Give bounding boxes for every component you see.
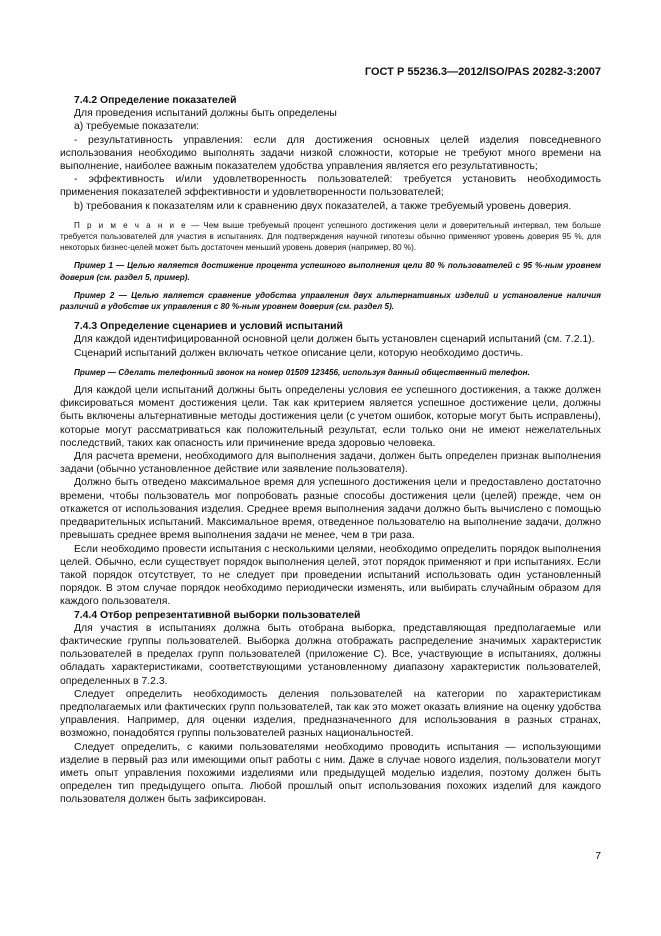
- list-item: а) требуемые показатели:: [74, 121, 200, 133]
- paragraph: Должно быть отведено максимальное время для успешного достижения цели и предоставлено достаточно времени, чтобы пользователь мог попробовать разные способы достижения цели (целей) прежде, чем он откажется от использования изделия. Среднее время выполнения задачи должно быть вычислено с помощью предварительных испытаний. Максимальное время, отведенное пользователю на выполнение задачи, должно превышать среднее время выполнения задачи не менее, чем в три раза.: [60, 477, 601, 542]
- paragraph: Для каждой цели испытаний должны быть определены условия ее успешного достижения, а также должен фиксироваться момент достижения цели. Так как критерием является успешное достижение цели, должны быть включены альтернативные методы достижения цели (с учетом ошибок, которые могут быть исправлены), которые могут рассматриваться как положительный результат, если только они не имеют нежелательных последствий, таких как опасность или причинение вреда здоровью человека.: [60, 385, 601, 449]
- example-2: Пример 2 — Целью является сравнение удобства управления двух альтернативных изделий и установление наличия различий в удобстве их управления с 80 %-ным уровнем доверия (см. раздел 5).: [60, 290, 601, 312]
- document-body: [60, 94, 601, 807]
- paragraph: Следует определить, с какими пользователями необходимо проводить испытания — использующими изделие в первый раз или имеющими опыт работы с ним. Даже в случае нового изделия, пользователи могут иметь опыт управления похожими изделиями или предыдущей моделью изделия, поэтому должен быть определен тип предыдущего опыта. Любой прошлый опыт использования похожих изделий для каждого пользователя должен быть зафиксирован.: [60, 741, 601, 806]
- list-item: b) требования к показателям или к сравнению двух показателей, а также требуемый уровень доверия.: [74, 200, 572, 212]
- paragraph: Если необходимо провести испытания с несколькими целями, необходимо определить порядок выполнения целей. Обычно, если существует порядок выполнения целей, этот порядок применяют и при испытаниях. Если такой порядок отсутствует, то не следует при проведении испытаний использовать один установленный порядок. В этом случае порядок необходимо периодически изменять, или выбирать случайным образом для каждого пользователя.: [60, 543, 601, 608]
- paragraph: Для участия в испытаниях должна быть отобрана выборка, представляющая предполагаемые или фактические группы пользователей. Выборка должна отображать распределение значимых характеристик пользователей в пределах групп пользователей (приложение С). Все, участвующие в испытаниях, должны обладать характеристиками, соответствующими установленному диапазону характеристик пользователей, определенных в 7.2.3.: [60, 622, 601, 687]
- note-text: — Чем выше требуемый процент успешного достижения цели и доверительный интервал, тем больше требуется пользователей для участия в испытаниях. Для подтверждения научной гипотезы обычно применяют уровень доверия 95 %, для некоторых бизнес-целей может быть достаточен меньший уровень доверия (например, 80 %).: [60, 220, 601, 253]
- example: Пример — Сделать телефонный звонок на номер 01509 123456, используя данный общественный телефон.: [74, 367, 530, 377]
- list-item: - результативность управления: если для достижения основных целей изделия повседневного использования необходимо выполнять задачи низкой сложности, которые не требуют много времени на выполнение, наиболее важным показателем удобства управления является его результативность;: [60, 134, 601, 173]
- note: [60, 220, 601, 254]
- list-item: - эффективность и/или удовлетворенность пользователей: требуется установить необходимость применения показателей эффективности и удовлетворенности пользователей;: [60, 174, 601, 199]
- paragraph: Для каждой идентифицированной основной цели должен быть установлен сценарий испытаний (см. 7.2.1).: [74, 334, 595, 346]
- paragraph: Следует определить необходимость деления пользователей на категории по характеристикам предполагаемых или фактических групп пользователей, так как это может оказать влияние на оценку удобства управления. Например, для оценки изделия, предназначенного для использования в разных странах, возможно, понадобятся группы пользователей разных национальностей.: [60, 688, 601, 740]
- document-header: ГОСТ Р 55236.3—2012/ISO/PAS 20282-3:2007: [364, 66, 601, 78]
- section-heading-7-4-4: 7.4.4 Отбор репрезентативной выборки пользователей: [74, 609, 361, 621]
- section-heading-7-4-3: 7.4.3 Определение сценариев и условий испытаний: [74, 321, 343, 333]
- page-number: 7: [595, 851, 601, 862]
- section-heading-7-4-2: 7.4.2 Определение показателей: [74, 95, 237, 106]
- example-1: Пример 1 — Целью является достижение процента успешного выполнения цели 80 % пользователей с 95 %-ным уровнем доверия (см. раздел 5, пример).: [60, 261, 601, 282]
- paragraph: Для расчета времени, необходимого для выполнения задачи, должен быть определен признак выполнения задачи (обычно установленное действие или заявление пользователя).: [60, 451, 601, 476]
- paragraph: Сценарий испытаний должен включать четкое описание цели, которую необходимо достичь.: [74, 347, 524, 359]
- note-label: П р и м е ч а н и е: [74, 220, 188, 230]
- paragraph: Для проведения испытаний должны быть определены: [74, 108, 337, 120]
